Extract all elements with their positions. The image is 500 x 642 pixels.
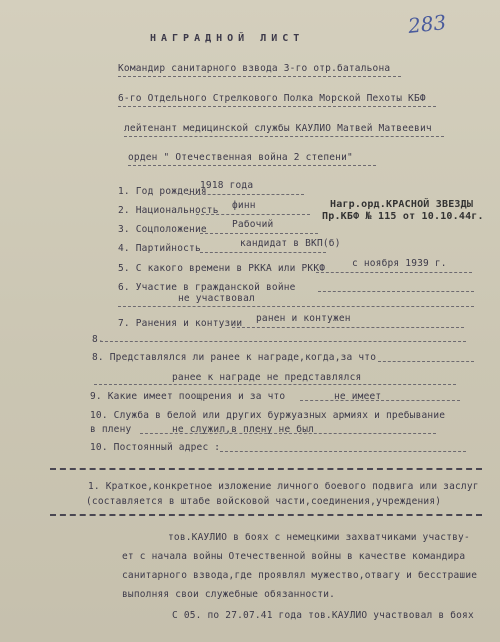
underline [200, 233, 318, 234]
field-11-label: 10. Постоянный адрес : [90, 442, 221, 453]
field-1-value: 1918 года [200, 180, 254, 191]
header-line-1: Командир санитарного взвода 3-го отр.батальона [118, 63, 391, 74]
underline [118, 106, 436, 107]
field-3-value: Рабочий [232, 219, 274, 230]
underline [94, 384, 456, 385]
section-heading-line-2: (составляется в штабе войсковой части,соединения,учреждения) [86, 496, 442, 507]
field-1-label: 1. Год рождения [118, 186, 207, 197]
underline [124, 136, 444, 137]
underline [200, 252, 326, 253]
body-line-2: ет с начала войны Отечественной войны в качестве командира [122, 551, 466, 562]
field-5-label: 5. С какого времени в РККА или РККФ [118, 263, 326, 274]
underline [100, 341, 466, 342]
body-line-5: С 05. по 27.07.41 года тов.КАУЛИО участвовал в боях [172, 610, 474, 621]
field-9-value: не имеет [334, 391, 382, 402]
body-line-3: санитарного взвода,где проявлял мужество,отвагу и бесстрашие [122, 570, 478, 581]
field-6-value: не участвовал [178, 293, 255, 304]
section-divider [50, 514, 482, 516]
document-title: НАГРАДНОЙ ЛИСТ [150, 33, 305, 44]
field-8-label: 8. Представлялся ли ранее к награде,когда,за что [92, 352, 377, 363]
field-10-value: не служил,в плену не был [172, 424, 315, 435]
underline [300, 400, 460, 401]
field-2-value: финн [232, 200, 256, 211]
field-7-value: ранен и контужен [256, 313, 351, 324]
stamp-line-1: Нагр.орд.КРАСНОЙ ЗВЕЗДЫ [330, 199, 474, 210]
underline [188, 194, 304, 195]
field-4-label: 4. Партийность [118, 243, 201, 254]
field-6-label: 6. Участие в гражданской войне [118, 282, 296, 293]
field-8-value: ранее к награде не представлялся [172, 372, 362, 383]
field-4-value: кандидат в ВКП(б) [240, 238, 341, 249]
blank-line-marker: 8. [92, 334, 104, 345]
section-heading-line-1: 1. Краткое,конкретное изложение личного боевого подвига или заслуг [88, 481, 479, 492]
field-9-label: 9. Какие имеет поощрения и за что [90, 391, 286, 402]
field-7-label: 7. Ранения и контузии [118, 318, 243, 329]
field-5-value: с ноября 1939 г. [352, 258, 447, 269]
field-3-label: 3. Соцположение [118, 224, 207, 235]
underline [378, 361, 474, 362]
underline [128, 165, 376, 166]
field-10-label-line-1: 10. Служба в белой или других буржуазных армиях и пребывание [90, 410, 446, 421]
header-line-2: 6-го Отдельного Стрелкового Полка Морской Пехоты КБФ [118, 93, 426, 104]
field-10-label-line-2: в плену [90, 424, 132, 435]
underline [118, 76, 401, 77]
underline [196, 214, 310, 215]
underline [118, 306, 474, 307]
body-line-1: тов.КАУЛИО в боях с немецкими захватчиками участву- [168, 532, 470, 543]
stamp-line-2: Пр.КБФ № 115 от 10.10.44г. [322, 211, 484, 222]
header-line-3: лейтенант медицинской службы КАУЛИО Матвей Матвеевич [124, 123, 432, 134]
underline [318, 291, 474, 292]
underline [220, 451, 466, 452]
underline [232, 327, 464, 328]
body-line-4: выполняя свои служебные обязанности. [122, 589, 336, 600]
section-divider [50, 468, 482, 470]
underline [316, 272, 472, 273]
underline [140, 433, 436, 434]
handwritten-page-number: 283 [406, 10, 448, 38]
field-2-label: 2. Национальность [118, 205, 219, 216]
header-line-4: орден " Отечественная война 2 степени" [128, 152, 353, 163]
